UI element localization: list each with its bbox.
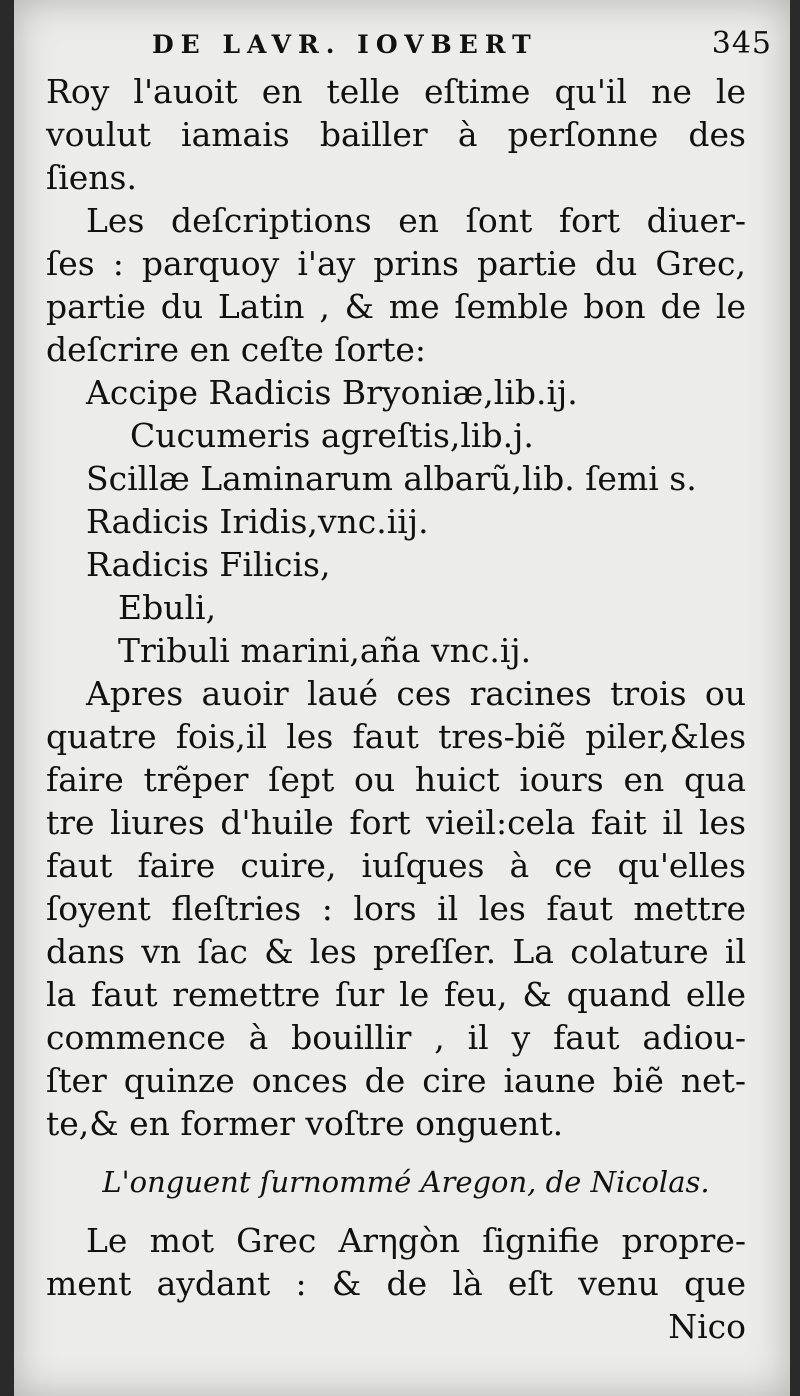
text-line: faut faire cuire, iuſques à ce qu'elles: [46, 846, 746, 885]
page-number: 345: [711, 26, 772, 61]
running-title: DE LAVR. IOVBERT: [152, 30, 538, 59]
text-line: Apres auoir laué ces racines trois ou: [86, 674, 746, 713]
text-line: voulut iamais bailler à perſonne des: [46, 115, 746, 154]
recipe-line: Ebuli,: [118, 588, 217, 627]
text-line: ſiens.: [46, 158, 137, 197]
recipe-line: Radicis Filicis,: [86, 545, 331, 584]
text-line: partie du Latin , & me ſemble bon de le: [46, 287, 746, 326]
text-line: dans vn ſac & les preſſer. La colature il: [46, 932, 746, 971]
text-line: deſcrire en ceſte ſorte:: [46, 330, 427, 369]
text-line: quatre fois,il les faut tres-biẽ piler,&les: [46, 717, 746, 756]
text-line: commence à bouillir , il y faut adiou-: [46, 1018, 746, 1057]
text-line: Le mot Grec Arηgòn ſignifie propre-: [86, 1221, 746, 1260]
recipe-line: Cucumeris agreſtis,lib.j.: [130, 416, 534, 455]
text-line: ſoyent fleſtries : lors il les faut mettre: [46, 889, 746, 928]
recipe-line: Scillæ Laminarum albarũ,lib. ſemi s.: [86, 459, 697, 498]
running-header: [152, 26, 772, 61]
text-line: Les deſcriptions en ſont fort diuer-: [86, 201, 746, 240]
text-line: te,& en former voſtre onguent.: [46, 1104, 564, 1143]
text-line: ment aydant : & de là eſt venu que: [46, 1264, 746, 1303]
text-line: ſter quinze onces de cire iaune biẽ net-: [46, 1061, 746, 1100]
text-line: faire trẽper ſept ou huict iours en qua: [46, 760, 746, 799]
text-line: tre liures d'huile fort vieil:cela fait il les: [46, 803, 746, 842]
text-line: la faut remettre ſur le feu, & quand elle: [46, 975, 746, 1014]
body-text: [46, 70, 746, 1348]
text-line: Roy l'auoit en telle eſtime qu'il ne le: [46, 72, 746, 111]
recipe-line: Accipe Radicis Bryoniæ,lib.ij.: [86, 373, 578, 412]
section-heading: L'onguent ſurnommé Aregon, de Nicolas.: [102, 1165, 710, 1199]
recipe-line: Radicis Iridis,vnc.iij.: [86, 502, 429, 541]
catchword: Nico: [668, 1307, 746, 1346]
book-page: [14, 0, 790, 1396]
text-line: ſes : parquoy i'ay prins partie du Grec,: [46, 244, 746, 283]
recipe-line: Tribuli marini,aña vnc.ij.: [118, 631, 532, 670]
